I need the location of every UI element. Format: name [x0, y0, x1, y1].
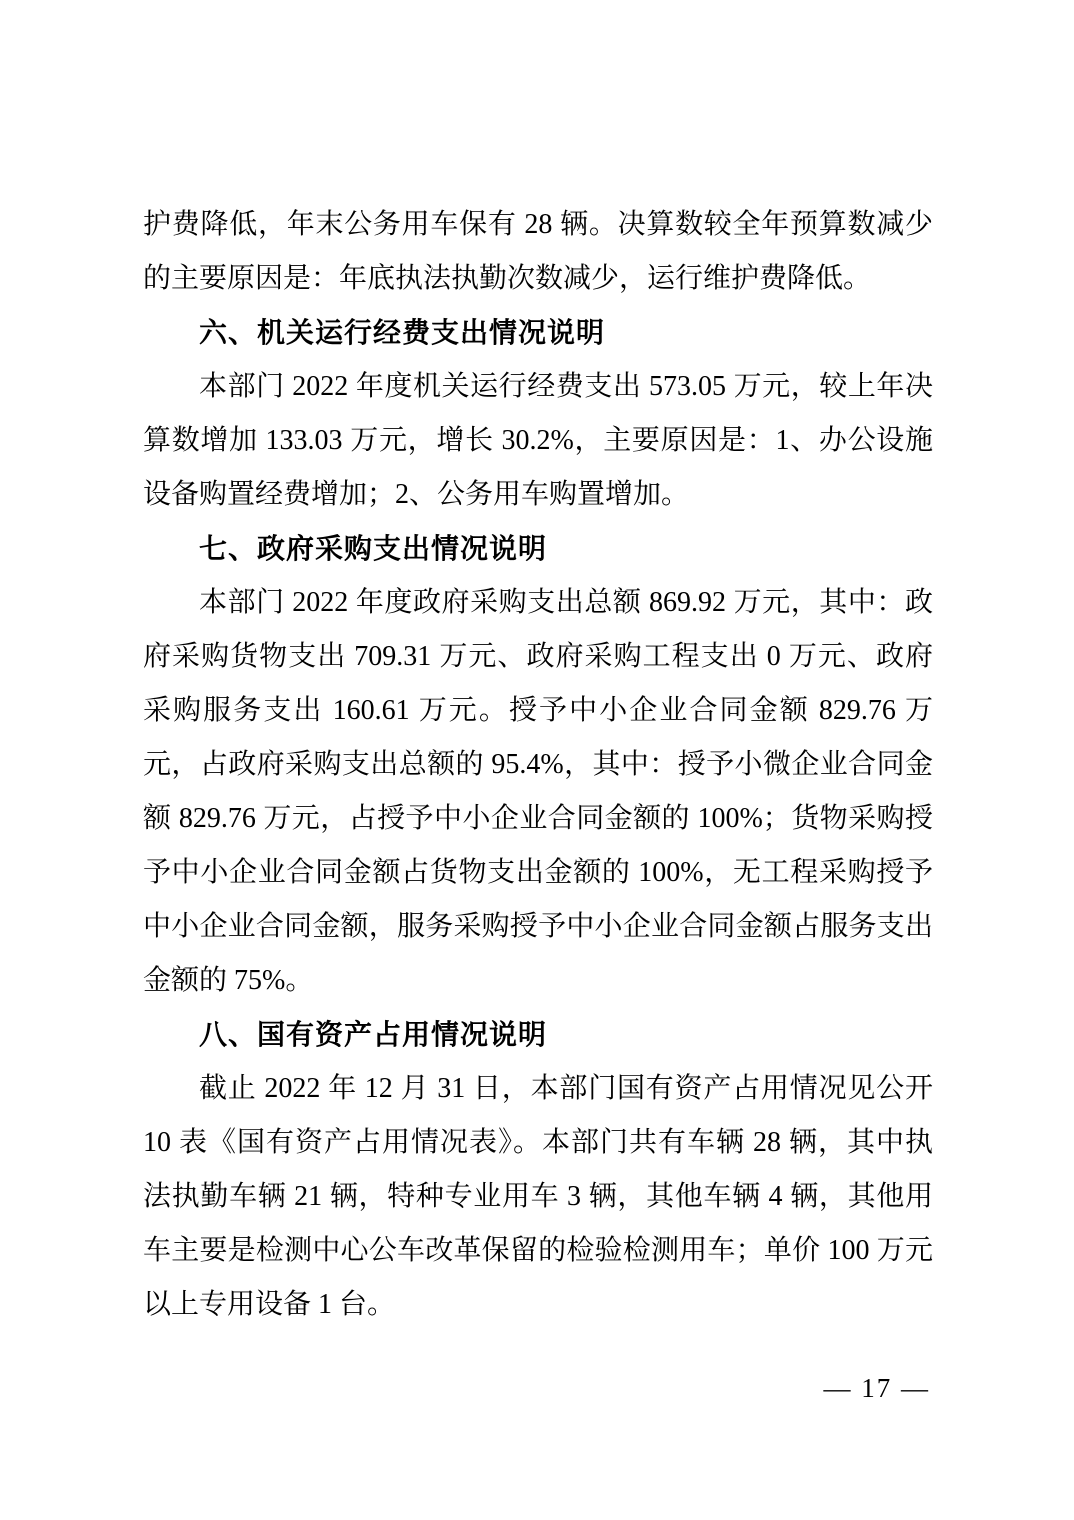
- document-body: [143, 198, 933, 1332]
- heading-section-7-government-procurement: 七、政府采购支出情况说明: [199, 533, 548, 564]
- paragraph-section-8-state-owned-assets: 截止 2022 年 12 月 31 日，本部门国有资产占用情况见公开 10 表《国有资产占用情况表》。本部门共有车辆 28 辆，其中执法执勤车辆 21 辆，特种专业用车 3 辆，其他车辆 4 辆，其他用车主要是检测中心公车改革保留的检验检测用车；单价 100 万元以上专用设备 1 台。: [143, 1073, 933, 1320]
- heading-section-6-operating-expenses: 六、机关运行经费支出情况说明: [199, 317, 606, 348]
- paragraph-section-7-government-procurement: 本部门 2022 年度政府采购支出总额 869.92 万元，其中：政府采购货物支出 709.31 万元、政府采购工程支出 0 万元、政府采购服务支出 160.61 万元。授予中小企业合同金额 829.76 万元，占政府采购支出总额的 95.4%，其中：授予小微企业合同金额 829.76 万元，占授予中小企业合同金额的 100%；货物采购授予中小企业合同金额占货物支出金额的 100%，无工程采购授予中小企业合同金额，服务采购授予中小企业合同金额占服务支出金额的 75%。: [143, 587, 933, 996]
- paragraph-continuation-vehicle-costs: 护费降低，年末公务用车保有 28 辆。决算数较全年预算数减少的主要原因是：年底执法执勤次数减少，运行维护费降低。: [143, 209, 933, 294]
- page-number: — 17 —: [823, 1373, 930, 1403]
- heading-section-8-state-owned-assets: 八、国有资产占用情况说明: [199, 1019, 548, 1050]
- paragraph-section-6-operating-expenses: 本部门 2022 年度机关运行经费支出 573.05 万元，较上年决算数增加 133.03 万元，增长 30.2%，主要原因是：1、办公设施设备购置经费增加；2、公务用车购置增加。: [143, 371, 933, 510]
